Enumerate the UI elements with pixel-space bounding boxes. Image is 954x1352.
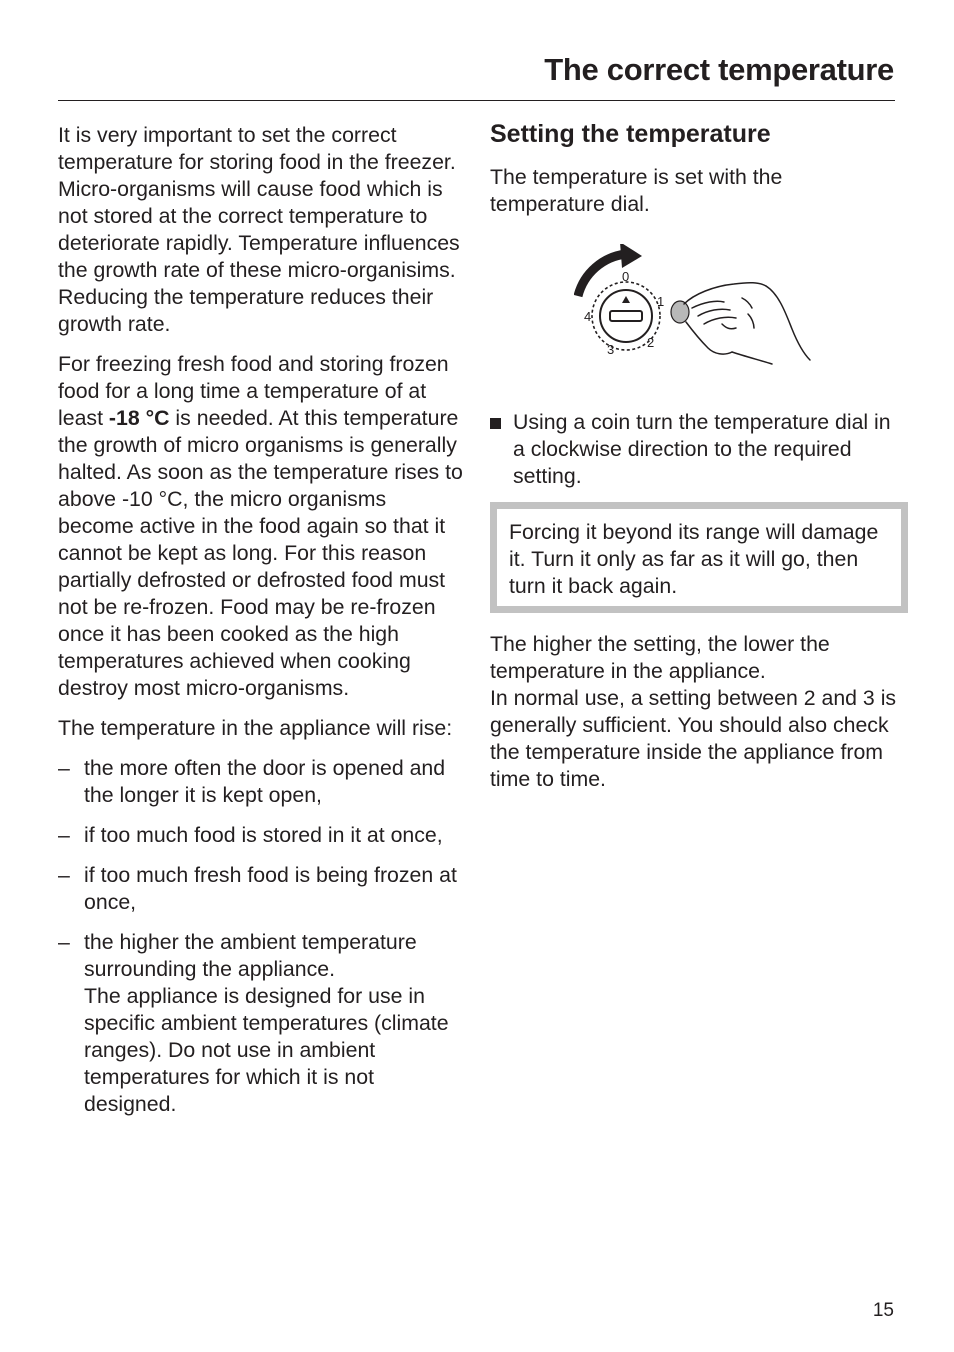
setting-paragraph: The higher the setting, the lower the temperature in the appliance. [490, 632, 830, 683]
freezing-text-start: For freezing fresh food and storing frozen food for a long time a temperature of at least [58, 352, 449, 430]
temperature-dial-illustration [574, 244, 824, 384]
title-divider [58, 100, 895, 101]
coin-icon [671, 301, 689, 323]
instruction-text: Using a coin turn the temperature dial in a clockwise direction to the required setting. [513, 410, 891, 488]
dial-intro-paragraph: The temperature is set with the temperature dial. [490, 165, 783, 216]
intro-paragraph: It is very important to set the correct temperature for storing food in the freezer. Micro-organisms will cause food which is not stored at the correct temperature to deteriorate rapidly. Temperature influences the growth rate of these micro-organisims. Reducing the temperature reduces their growth rate. [58, 123, 460, 336]
dial-label-2: 2 [647, 335, 655, 350]
normal-use-paragraph: In normal use, a setting between 2 and 3 is generally sufficient. You should also check the temperature inside the appliance from time to time. [490, 686, 897, 791]
warning-box [490, 502, 908, 613]
clockwise-arrow-icon [578, 254, 626, 296]
arrow-head-icon [620, 244, 642, 268]
list-item-text: if too much food is stored in it at once, [84, 823, 443, 847]
dial-label-3: 3 [607, 342, 615, 357]
list-item-text: the more often the door is opened and the longer it is kept open, [84, 756, 446, 807]
freezing-text-end: is needed. At this temperature the growth of micro organisms is generally halted. As soon as the temperature rises to above -10 °C, the micro organisms become active in the food again so that it cannot be kept as long. For this reason partially defrosted or defrosted food must not be re-frozen. Food may be re-frozen once it has been cooked as the high temperatures achieved when cooking destroy most micro-organisms. [58, 406, 463, 700]
list-item [58, 929, 466, 1118]
page-number: 15 [872, 1300, 894, 1321]
list-item [58, 862, 466, 916]
warning-text: Forcing it beyond its range will damage it. Turn it only as far as it will go, then turn it back again. [509, 520, 879, 598]
dial-label-0: 0 [622, 269, 630, 284]
instruction-item [490, 409, 900, 490]
hand-icon [684, 283, 810, 364]
rise-intro-paragraph: The temperature in the appliance will rise: [58, 716, 453, 740]
left-column [58, 122, 466, 1131]
list-item [58, 755, 466, 809]
minimum-temperature: -18 °C [108, 406, 170, 430]
square-bullet-icon [490, 418, 501, 429]
dial-label-1: 1 [657, 294, 665, 309]
right-column [490, 118, 900, 793]
page-title: The correct temperature [544, 52, 894, 87]
list-item-text: if too much fresh food is being frozen at once, [84, 863, 457, 914]
section-heading: Setting the temperature [490, 120, 771, 148]
dial-label-4: 4 [584, 309, 592, 324]
dash-marker: – [58, 756, 70, 780]
dash-marker: – [58, 823, 70, 847]
list-item-note: The appliance is designed for use in specific ambient temperatures (climate ranges). Do not use in ambient temperatures for which it is not designed. [84, 984, 449, 1116]
dash-marker: – [58, 863, 70, 887]
list-item [58, 822, 466, 849]
dash-marker: – [58, 930, 70, 954]
freezing-paragraph [58, 351, 466, 702]
list-item-text: the higher the ambient temperature surrounding the appliance. [84, 930, 417, 981]
